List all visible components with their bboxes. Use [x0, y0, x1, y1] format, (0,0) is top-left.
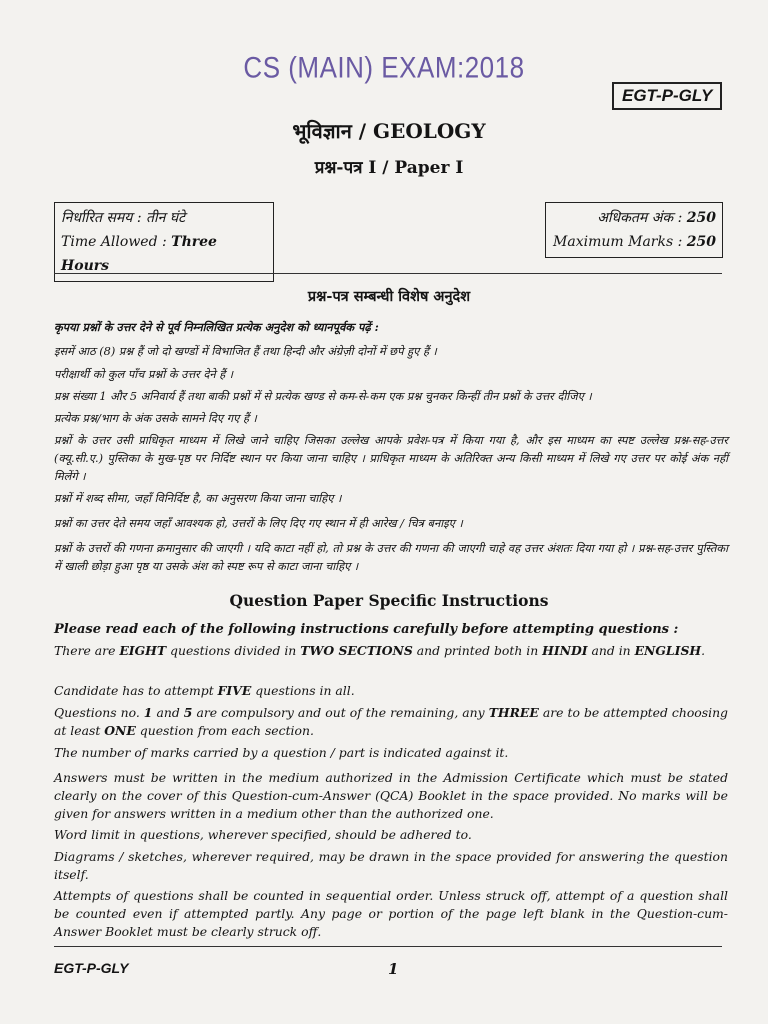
footer-paper-code: EGT-P-GLY	[54, 960, 129, 976]
hindi-instruction-6: प्रश्नों में शब्द सीमा, जहाँ विनिर्दिष्ट है, का अनुसरण किया जाना चाहिए ।	[54, 492, 342, 505]
hindi-instructions-intro: कृपया प्रश्नों के उत्तर देने से पूर्व निम्नलिखित प्रत्येक अनुदेश को ध्यानपूर्वक पढ़ें :	[54, 320, 379, 334]
paper-code-box: EGT-P-GLY	[612, 82, 722, 110]
english-instruction-8: Attempts of questions shall be counted in sequential order. Unless struck off, attempt of a question shall be counted even if attempted partly. Any page or portion of the page left blank in the Question-cum-Answer Booklet must be clearly struck off.	[54, 888, 728, 939]
english-instruction-4: The number of marks carried by a question / part is indicated against it.	[54, 745, 509, 760]
time-allowed-box	[54, 202, 274, 282]
hindi-instruction-3: प्रश्न संख्या 1 और 5 अनिवार्य हैं तथा बाकी प्रश्नों में से प्रत्येक खण्ड से कम-से-कम एक प्रश्न चुनकर किन्हीं तीन प्रश्नों के उत्तर दीजिए ।	[54, 390, 592, 403]
footer-divider	[54, 946, 722, 947]
hindi-instruction-5: प्रश्नों के उत्तर उसी प्राधिकृत माध्यम में लिखे जाने चाहिए जिसका उल्लेख आपके प्रवेश-पत्र में किया गया है, और इस माध्यम का स्पष्ट उल्लेख प्रश्न-सह-उत्तर (क्यू.सी.ए.) पुस्तिका के मुख-पृष्ठ पर निर्दिष्ट स्थान पर किया जाना चाहिए । प्राधिकृत माध्यम के अतिरिक्त अन्य किसी माध्यम में लिखे गए उत्तर पर कोई अंक नहीं मिलेंगे ।	[54, 434, 728, 483]
paper-title: प्रश्न-पत्र I / Paper I	[314, 158, 464, 178]
exam-stamp: CS (MAIN) EXAM:2018	[243, 49, 525, 85]
english-instructions-intro: Please read each of the following instructions carefully before attempting questions :	[54, 622, 679, 637]
maximum-marks-hindi: अधिकतम अंक : 250	[597, 210, 716, 226]
hindi-instruction-8: प्रश्नों के उत्तरों की गणना क्रमानुसार की जाएगी । यदि काटा नहीं हो, तो प्रश्न के उत्तर की गणना की जाएगी चाहे वह उत्तर अंशतः दिया गया हो । प्रश्न-सह-उत्तर पुस्तिका में खाली छोड़ा हुआ पृष्ठ या उसके अंश को स्पष्ट रूप से काटा जाना चाहिए ।	[54, 542, 728, 573]
hindi-instruction-7: प्रश्नों का उत्तर देते समय जहाँ आवश्यक हो, उत्तरों के लिए दिए गए स्थान में ही आरेख / चित्र बनाइए ।	[54, 517, 463, 530]
maximum-marks-english: Maximum Marks : 250	[553, 234, 716, 250]
time-allowed-english: Time Allowed : Three Hours	[61, 234, 217, 274]
header-divider	[54, 273, 722, 274]
maximum-marks-box	[545, 202, 723, 258]
english-instruction-6: Word limit in questions, wherever specified, should be adhered to.	[54, 827, 472, 842]
page-number: 1	[388, 960, 399, 978]
english-instruction-7: Diagrams / sketches, wherever required, may be drawn in the space provided for answering the question itself.	[54, 849, 728, 882]
hindi-instruction-4: प्रत्येक प्रश्न/भाग के अंक उसके सामने दिए गए हैं ।	[54, 412, 257, 425]
subject-title: भूविज्ञान / GEOLOGY	[292, 119, 486, 143]
english-instructions-heading: Question Paper Specific Instructions	[229, 591, 549, 610]
english-instruction-2: Candidate has to attempt FIVE questions in all.	[54, 683, 355, 698]
english-instruction-3: Questions no. 1 and 5 are compulsory and out of the remaining, any THREE are to be attempted choosing at least ONE question from each section.	[54, 705, 728, 738]
hindi-instruction-1: इसमें आठ (8) प्रश्न हैं जो दो खण्डों में विभाजित हैं तथा हिन्दी और अंग्रेज़ी दोनों में छपे हुए हैं ।	[54, 345, 437, 358]
hindi-instruction-2: परीक्षार्थी को कुल पाँच प्रश्नों के उत्तर देने हैं ।	[54, 368, 234, 381]
hindi-instructions-heading: प्रश्न-पत्र सम्बन्धी विशेष अनुदेश	[307, 288, 471, 305]
english-instruction-1: There are EIGHT questions divided in TWO SECTIONS and printed both in HINDI and in ENGLISH.	[54, 643, 706, 658]
english-instruction-5: Answers must be written in the medium authorized in the Admission Certificate which must be stated clearly on the cover of this Question-cum-Answer (QCA) Booklet in the space provided. No marks will be given for answers written in a medium other than the authorized one.	[54, 770, 728, 821]
time-allowed-hindi: निर्धारित समय : तीन घंटे	[61, 210, 186, 226]
